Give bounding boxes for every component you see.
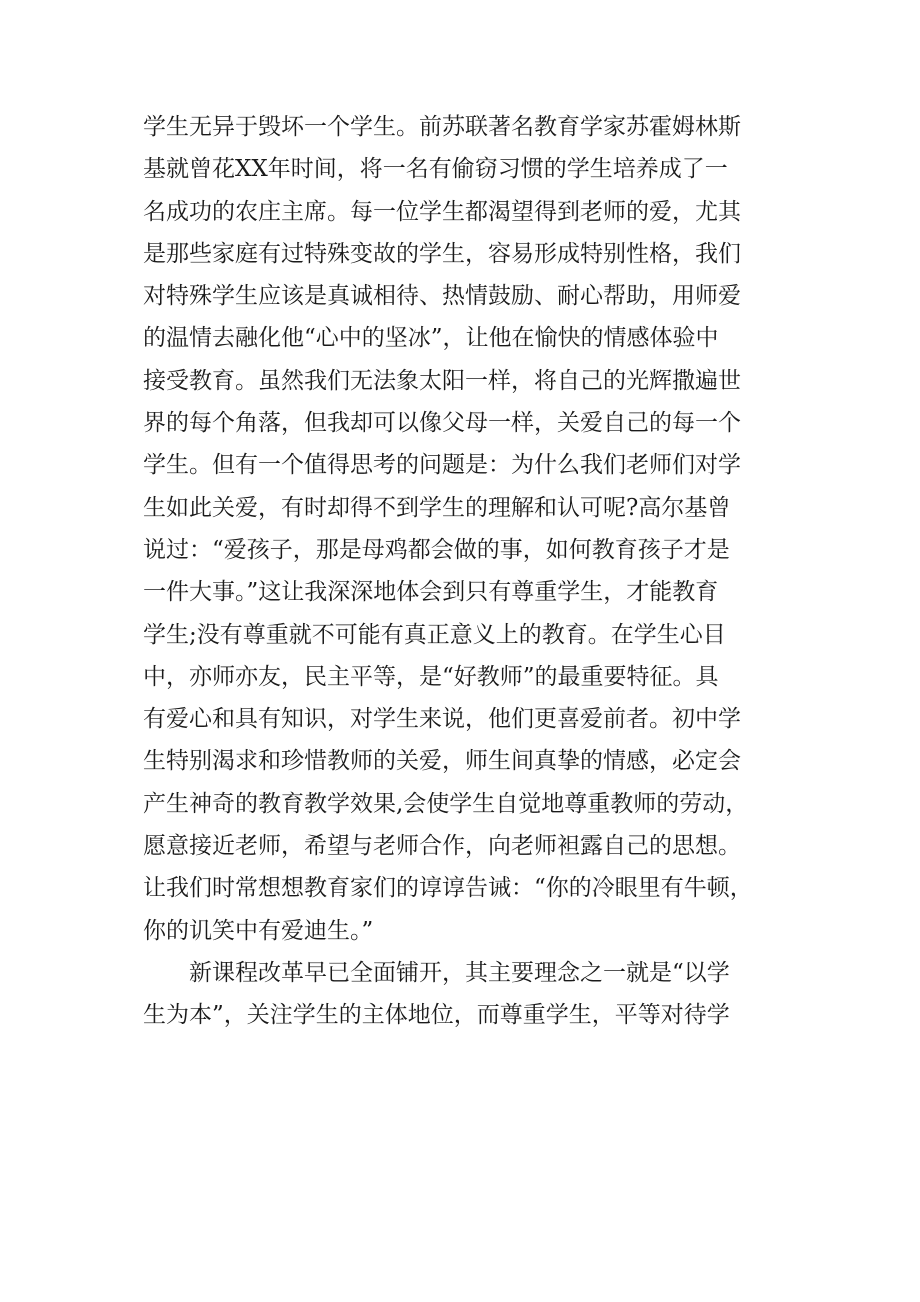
text-line: 生如此关爱，有时却得不到学生的理解和认可呢?高尔基曾 — [143, 494, 731, 521]
text-line: 学生。但有一个值得思考的问题是：为什么我们老师们对学 — [143, 452, 741, 479]
text-line: 学生无异于毁坏一个学生。前苏联著名教育学家苏霍姆林斯 — [143, 114, 741, 140]
text-line: 学生;没有尊重就不可能有真正意义上的教育。在学生心目 — [143, 621, 726, 648]
text-line: 愿意接近老师，希望与老师合作，向老师袒露自己的思想。 — [143, 833, 741, 860]
text-line: 一件大事。”这让我深深地体会到只有尊重学生，才能教育 — [143, 579, 719, 606]
text-line: 有爱心和具有知识，对学生来说，他们更喜爱前者。初中学 — [143, 706, 741, 733]
text-line: 界的每个角落，但我却可以像父母一样，关爱自己的每一个 — [143, 410, 741, 437]
text-line: 是那些家庭有过特殊变故的学生，容易形成特别性格，我们 — [143, 240, 741, 267]
text-line: 生为本”，关注学生的主体地位，而尊重学生，平等对待学 — [143, 1002, 730, 1029]
text-line: 的温情去融化他“心中的坚冰”，让他在愉快的情感体验中 — [143, 325, 719, 352]
text-line: 生特别渴求和珍惜教师的关爱，师生间真挚的情感，必定会 — [143, 748, 741, 775]
paragraph-first-line: 新课程改革早已全面铺开，其主要理念之一就是“以学 — [189, 959, 730, 986]
text-line: 说过：“爱孩子，那是母鸡都会做的事，如何教育孩子才是 — [143, 536, 730, 563]
text-line: 让我们时常想想教育家们的谆谆告诫：“你的冷眼里有牛顿， — [143, 875, 753, 902]
body-text — [143, 106, 783, 1037]
text-line: 中，亦师亦友，民主平等，是“好教师”的最重要特征。具 — [143, 663, 719, 690]
text-line: 接受教育。虽然我们无法象太阳一样，将自己的光辉撒遍世 — [143, 367, 741, 394]
text-line: 名成功的农庄主席。每一位学生都渴望得到老师的爱，尤其 — [143, 198, 741, 225]
text-line: 对特殊学生应该是真诚相待、热情鼓励、耐心帮助，用师爱 — [143, 283, 741, 310]
text-line: 产生神奇的教育教学效果,会使学生自觉地尊重教师的劳动， — [143, 790, 749, 817]
text-line: 基就曾花XX年时间，将一名有偷窃习惯的学生培养成了一 — [143, 156, 728, 183]
text-line: 你的讥笑中有爱迪生。” — [143, 917, 374, 944]
